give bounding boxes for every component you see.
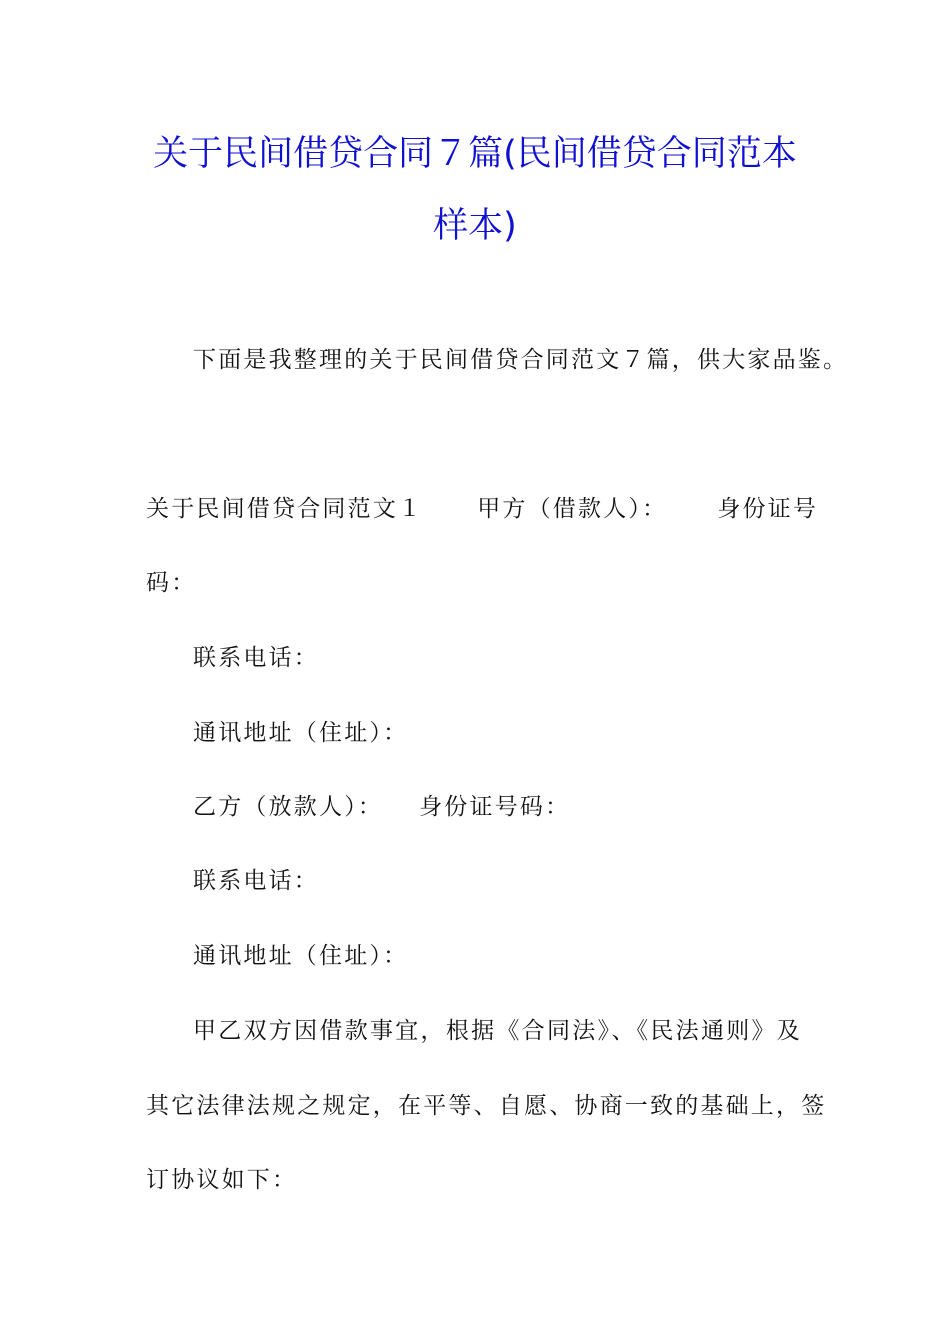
party-a-id-label: 身份证号 bbox=[717, 496, 819, 522]
party-a-address-label: 通讯地址（住址）： bbox=[193, 720, 409, 746]
agreement-paragraph-line-1: 甲乙双方因借款事宜，根据《合同法》、《民法通则》及 bbox=[193, 1018, 802, 1044]
party-b-phone-label: 联系电话： bbox=[193, 868, 319, 894]
party-b-label: 乙方（放款人）： bbox=[193, 794, 384, 820]
document-title-line-1: 关于民间借贷合同７篇(民间借贷合同范本 bbox=[153, 134, 797, 174]
party-b-line bbox=[193, 792, 570, 822]
agreement-paragraph-line-3: 订协议如下： bbox=[146, 1167, 298, 1193]
intro-paragraph: 下面是我整理的关于民间借贷合同范文７篇，供大家品鉴。 bbox=[193, 347, 849, 373]
document-title-line-2: 样本) bbox=[433, 206, 517, 246]
party-b-id-label: 身份证号码： bbox=[419, 794, 571, 820]
party-a-id-label-continued: 码： bbox=[146, 570, 197, 596]
party-a-label: 甲方（借款人）： bbox=[477, 496, 668, 522]
agreement-paragraph-line-2: 其它法律法规之规定，在平等、自愿、协商一致的基础上，签 bbox=[146, 1093, 827, 1119]
section-heading: 关于民间借贷合同范文１ bbox=[146, 496, 424, 522]
party-a-phone-label: 联系电话： bbox=[193, 645, 319, 671]
section-1-header-line bbox=[146, 494, 818, 524]
party-b-address-label: 通讯地址（住址）： bbox=[193, 943, 409, 969]
